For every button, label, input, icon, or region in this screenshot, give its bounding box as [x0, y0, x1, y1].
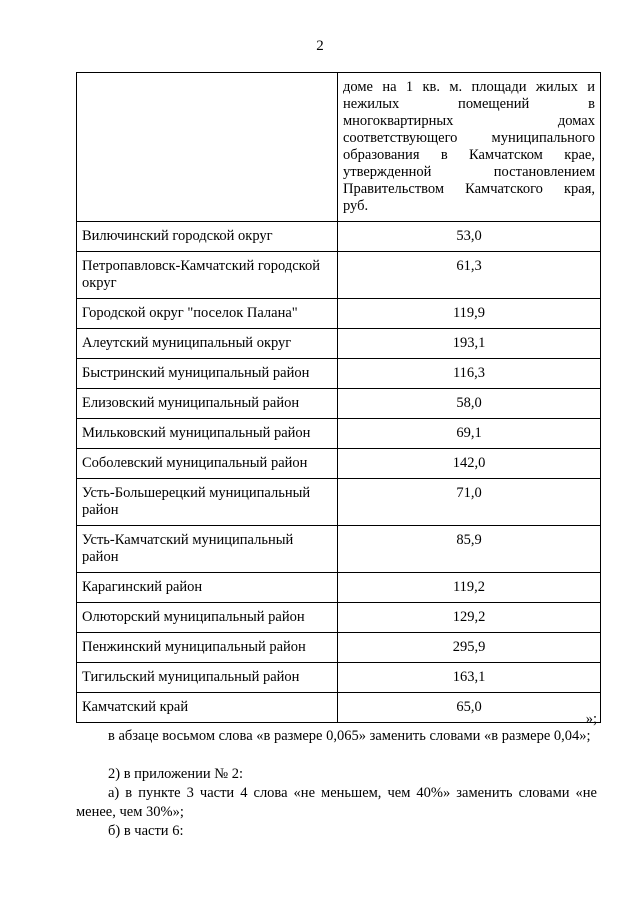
table-row	[77, 389, 601, 419]
row-value: 85,9	[338, 526, 601, 573]
table-row	[77, 526, 601, 573]
row-name: Соболевский муниципальный район	[77, 449, 338, 479]
table-row	[77, 329, 601, 359]
table-row	[77, 299, 601, 329]
paragraph-text: 2) в приложении № 2:	[108, 766, 243, 782]
row-name: Карагинский район	[77, 573, 338, 603]
paragraph	[76, 765, 597, 784]
header-name-cell	[77, 73, 338, 222]
row-name: Петропавловск-Камчатский городской округ	[77, 252, 338, 299]
row-name: Усть-Большерецкий муниципальный район	[77, 479, 338, 526]
paragraph	[76, 727, 597, 746]
header-line: доме на 1 кв. м. площади жилых и	[343, 79, 595, 95]
row-value: 163,1	[338, 663, 601, 693]
row-value: 119,2	[338, 573, 601, 603]
row-name: Камчатский край	[77, 693, 338, 723]
table-row	[77, 419, 601, 449]
table-row	[77, 633, 601, 663]
table-row	[77, 573, 601, 603]
header-line: нежилых помещений в	[343, 96, 595, 112]
row-value: 142,0	[338, 449, 601, 479]
row-value: 69,1	[338, 419, 601, 449]
row-name: Усть-Камчатский муниципальный район	[77, 526, 338, 573]
page-number: 2	[316, 38, 324, 54]
row-value: 295,9	[338, 633, 601, 663]
header-line: соответствующего муниципального	[343, 130, 595, 146]
header-line: Правительством Камчатского края,	[343, 181, 595, 197]
paragraph-text: б) в части 6:	[108, 823, 184, 839]
row-value: 61,3	[338, 252, 601, 299]
row-name: Быстринский муниципальный район	[77, 359, 338, 389]
paragraph-text: в абзаце восьмом слова «в размере 0,065» заменить словами «в размере 0,04»;	[108, 728, 591, 744]
table-row	[77, 359, 601, 389]
row-value: 193,1	[338, 329, 601, 359]
table-row	[77, 663, 601, 693]
row-name: Мильковский муниципальный район	[77, 419, 338, 449]
table-header-row	[77, 73, 601, 222]
paragraph	[76, 822, 597, 841]
row-value: 53,0	[338, 222, 601, 252]
paragraph	[76, 784, 597, 822]
row-value: 58,0	[338, 389, 601, 419]
row-name: Алеутский муниципальный округ	[77, 329, 338, 359]
row-value: 116,3	[338, 359, 601, 389]
row-value: 65,0	[338, 693, 601, 723]
header-line: многоквартирных домах	[343, 113, 595, 129]
header-line: утвержденной постановлением	[343, 164, 595, 180]
table-row	[77, 479, 601, 526]
row-value: 71,0	[338, 479, 601, 526]
table-row	[77, 252, 601, 299]
row-value: 129,2	[338, 603, 601, 633]
row-name: Городской округ "поселок Палана"	[77, 299, 338, 329]
table-row	[77, 222, 601, 252]
row-name: Олюторский муниципальный район	[77, 603, 338, 633]
tariff-table	[76, 72, 601, 723]
header-line: руб.	[343, 198, 369, 214]
row-name: Пенжинский муниципальный район	[77, 633, 338, 663]
closing-quote: »;	[585, 711, 597, 727]
table-row	[77, 449, 601, 479]
table-row	[77, 603, 601, 633]
row-value: 119,9	[338, 299, 601, 329]
row-name: Елизовский муниципальный район	[77, 389, 338, 419]
header-value-cell	[338, 73, 601, 222]
row-name: Вилючинский городской округ	[77, 222, 338, 252]
row-name: Тигильский муниципальный район	[77, 663, 338, 693]
header-line: образования в Камчатском крае,	[343, 147, 595, 163]
paragraph-text: а) в пункте 3 части 4 слова «не меньшем, чем 40%» заменить словами «не менее, чем 30%»;	[76, 785, 597, 820]
